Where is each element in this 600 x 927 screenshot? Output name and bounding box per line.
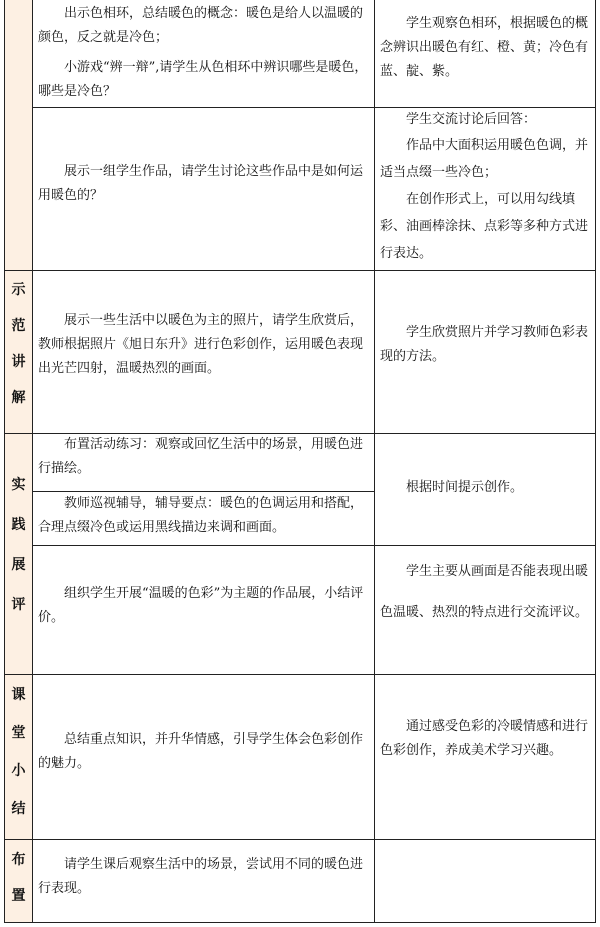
label-char: 实 <box>11 477 26 493</box>
paragraph: 作品中大面积运用暖色色调，并适当点缀一些冷色； <box>380 138 589 180</box>
paragraph: 组织学生开展“温暖的色彩”为主题的作品展，小结评价。 <box>38 586 364 625</box>
student-activity-cell <box>380 476 591 500</box>
label-cell-top <box>5 0 32 270</box>
row-divider <box>4 270 596 271</box>
paragraph: 学生交流讨论后回答： <box>406 112 537 127</box>
paragraph: 布置活动练习：观察或回忆生活中的场景，用暖色进行描绘。 <box>38 437 364 476</box>
paragraph: 出示色相环，总结暖色的概念：暖色是给人以温暖的颜色，反之就是冷色； <box>38 6 364 45</box>
paragraph: 在创作形式上，可以用勾线填彩、油画棒涂抹、点彩等多种方式进行表达。 <box>380 192 589 261</box>
label-char: 结 <box>11 801 26 817</box>
teacher-activity-cell <box>38 433 370 481</box>
paragraph: 学生观察色相环，根据暖色的概念辨识出暖色有红、橙、黄；冷色有蓝、靛、紫。 <box>380 16 589 79</box>
label-char: 展 <box>11 557 26 573</box>
label-char: 评 <box>11 597 26 613</box>
section-label-homework <box>5 853 32 925</box>
section-label-demo <box>5 283 32 427</box>
label-char: 堂 <box>11 725 26 741</box>
teacher-activity-cell <box>38 582 370 630</box>
teacher-activity-cell <box>38 160 370 208</box>
label-char: 课 <box>11 687 26 703</box>
column-divider-label <box>32 0 33 923</box>
paragraph: 学生欣赏照片并学习教师色彩表现的方法。 <box>380 325 589 364</box>
paragraph: 根据时间提示创作。 <box>406 480 524 495</box>
teacher-activity-cell <box>38 492 370 540</box>
paragraph: 请学生课后观察生活中的场景，尝试用不同的暖色进行表现。 <box>38 857 364 896</box>
row-divider <box>4 674 596 675</box>
paragraph: 小游戏“辨一辩”,请学生从色相环中辨识哪些是暖色，哪些是冷色？ <box>38 60 368 99</box>
label-char: 范 <box>11 318 26 334</box>
teacher-activity-cell <box>38 728 370 776</box>
label-char: 践 <box>11 517 26 533</box>
table-border-bottom <box>4 922 596 923</box>
student-activity-cell <box>380 715 591 763</box>
paragraph: 学生主要从画面是否能表现出暖色温暖、热烈的特点进行交流评议。 <box>380 564 589 620</box>
label-char: 小 <box>11 763 26 779</box>
section-label-summary <box>5 688 32 840</box>
paragraph: 通过感受色彩的冷暖情感和进行色彩创作，养成美术学习兴趣。 <box>380 719 589 758</box>
label-char: 布 <box>11 852 26 868</box>
row-divider <box>4 839 596 840</box>
label-char: 置 <box>11 888 26 904</box>
teacher-activity-cell <box>38 853 370 901</box>
label-char: 讲 <box>11 354 26 370</box>
paragraph: 展示一组学生作品，请学生讨论这些作品中是如何运用暖色的？ <box>38 164 364 203</box>
label-char: 解 <box>11 390 26 406</box>
paragraph: 总结重点知识，并升华情感，引导学生体会色彩创作的魅力。 <box>38 732 364 771</box>
label-char: 示 <box>11 282 26 298</box>
student-activity-cell <box>380 551 591 633</box>
student-activity-cell <box>380 108 591 267</box>
paragraph: 教师巡视辅导，辅导要点：暖色的色调运用和搭配，合理点缀冷色或运用黑线描边来调和画面。 <box>38 496 364 535</box>
teacher-activity-cell <box>38 2 370 104</box>
table-border-right <box>595 0 596 923</box>
column-divider-teacher <box>374 0 375 923</box>
student-activity-cell <box>380 321 591 369</box>
student-activity-cell <box>380 12 591 84</box>
teacher-activity-cell <box>38 309 370 381</box>
row-divider <box>32 545 596 546</box>
section-label-practice <box>5 478 32 638</box>
paragraph: 展示一些生活中以暖色为主的照片，请学生欣赏后，教师根据照片《旭日东升》进行色彩创作，运用暖色表现出光芒四射，温暖热烈的画面。 <box>38 313 364 376</box>
